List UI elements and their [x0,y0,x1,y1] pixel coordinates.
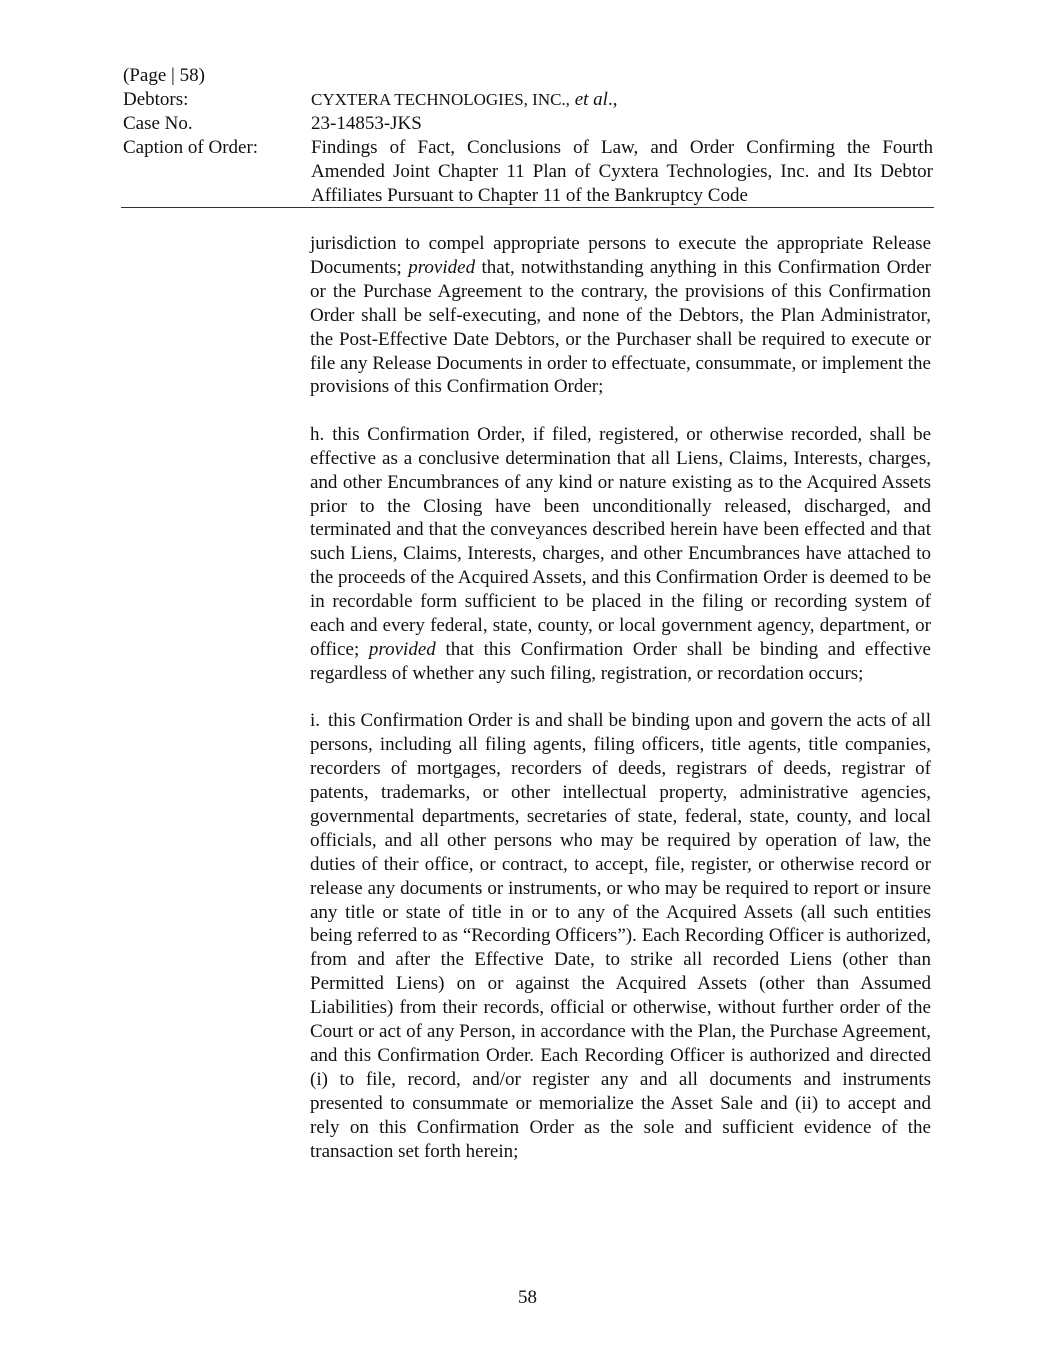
order-body [310,232,931,1187]
debtors-label: Debtors: [123,89,189,110]
case-number-row [123,112,933,136]
debtors-value [311,88,933,112]
paragraph-g-text-1: jurisdiction to compel appropriate persons to execute the appropriate Release Documents; [310,233,931,278]
paragraph-i-marker: i. [310,710,321,732]
paragraph-i [310,709,931,1163]
caption-row [123,136,933,208]
paragraph-h-provided: provided [368,639,436,660]
paragraph-g-text-2: that, notwithstanding anything in this Confirmation Order or the Purchase Agreement to the contrary, the provisions of this Confirmation Order shall be self-executing, and none of the Debtors, the Plan Administrator, the Post-Effective Date Debtors, or the Purchaser shall be required to execute or file any Release Documents in order to effectuate, consummate, or implement the provisions of this Confirmation Order; [310,256,931,398]
paragraph-h-marker: h. [310,423,325,445]
debtors-name: CYXTERA TECHNOLOGIES, INC., [311,90,570,109]
page-number: 58 [518,1287,537,1308]
paragraph-g-continued [310,232,931,399]
case-number-value: 23-14853-JKS [311,113,422,134]
paragraph-i-text: this Confirmation Order is and shall be binding upon and govern the acts of all persons, including all filing agents, filing officers, title agents, title companies, recorders of mortgages, recorders of deeds, registrars of deeds, registrar of patents, trademarks, or other intellectual property, administrative agencies, governmental departments, secretaries of state, federal, state, county, and local officials, and all other persons who may be required by operation of law, the duties of their office, or contract, to accept, file, register, or otherwise record or release any documents or instruments, or who may be required to report or insure any title or state of title in or to any of the Acquired Assets (all such entities being referred to as “Recording Officers”). Each Recording Officer is authorized, from and after the Effective Date, to strike all recorded Liens (other than Permitted Liens) on or against the Acquired Assets (other than Assumed Liabilities) from their records, official or otherwise, without further order of the Court or act of any Person, in accordance with the Plan, the Purchase Agreement, and this Confirmation Order. Each Recording Officer is authorized and directed (i) to file, record, and/or register any and all documents and instruments presented to consummate or memorialize the Asset Sale and (ii) to accept and rely on this Confirmation Order as the sole and sufficient evidence of the transaction set forth herein; [310,710,931,1162]
debtors-row [123,88,933,112]
page-reference: (Page | 58) [123,65,205,86]
paragraph-g-provided: provided [408,256,476,278]
paragraph-h-text-1: this Confirmation Order, if filed, registered, or otherwise recorded, shall be effective as a conclusive determination that all Liens, Claims, Interests, charges, and other Encumbrances of any kind or nature existing as to the Acquired Assets prior to the Closing have been unconditionally released, discharged, and terminated and that the conveyances described herein have been effected and that such Liens, Claims, Interests, charges, and other Encumbrances have attached to the proceeds of the Acquired Assets, and this Confirmation Order is deemed to be in recordable form sufficient to be placed in the filing or recording system of each and every federal, state, county, or local government agency, department, or office; [310,423,931,660]
header-divider [121,207,934,208]
debtors-punct: ., [607,89,618,110]
debtors-et-al: et al [574,89,608,110]
paragraph-h-text-2: that this Confirmation Order shall be binding and effective regardless of whether any such filing, registration, or recordation occurs; [310,639,931,684]
caption-value: Findings of Fact, Conclusions of Law, and Order Confirming the Fourth Amended Joint Chapter 11 Plan of Cyxtera Technologies, Inc. and Its Debtor Affiliates Pursuant to Chapter 11 of the Bankruptcy Code [311,137,933,206]
caption-label: Caption of Order: [123,137,259,158]
case-number-label: Case No. [123,113,193,134]
paragraph-h [310,423,931,686]
page-reference-row [123,64,933,88]
page-header [123,64,933,208]
